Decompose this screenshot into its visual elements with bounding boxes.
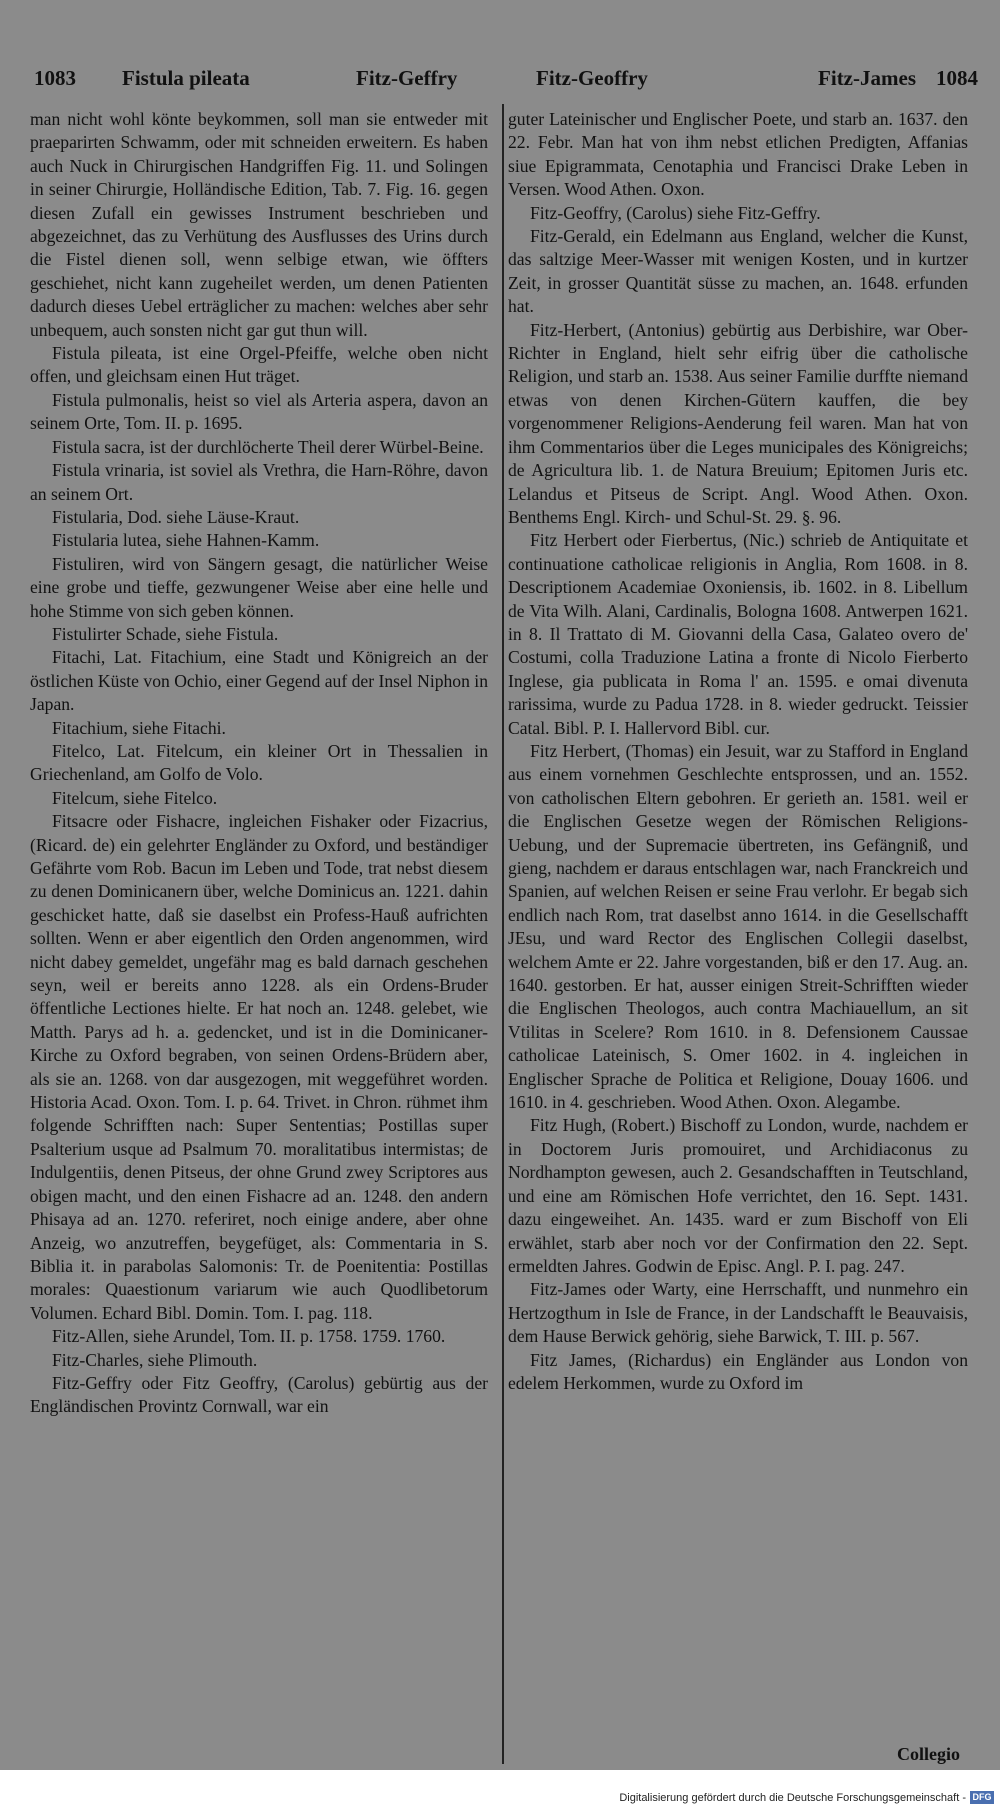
dictionary-entry: Fistula pulmonalis, heist so viel als Arteria aspera, davon an seinem Orte, Tom. II. p. 1695.	[30, 389, 488, 434]
dictionary-entry: Fitelcum, siehe Fitelco.	[52, 787, 218, 808]
dictionary-entry: Fistuliren, wird von Sängern gesagt, die natürlicher Weise eine grobe und tieffe, gezwungener Weise aber eine helle und hohe Stimme von sich geben können.	[30, 553, 488, 621]
dictionary-entry: Fitz James, (Richardus) ein Engländer aus London von edelem Herkommen, wurde zu Oxford im	[508, 1349, 968, 1393]
catchword-center-right: Fitz-Geoffry	[536, 66, 648, 90]
dfg-logo-icon: DFG	[970, 1791, 994, 1804]
running-title-right: Fitz-James	[818, 66, 916, 90]
dictionary-entry: Fitachium, siehe Fitachi.	[52, 717, 226, 738]
catchword-center-left: Fitz-Geffry	[356, 66, 458, 90]
dictionary-entry: Fitz-Allen, siehe Arundel, Tom. II. p. 1758. 1759. 1760.	[52, 1326, 446, 1347]
dictionary-entry: man nicht wohl könte beykommen, soll man sie entweder mit praeparirten Schwamm, oder mit schneiden erweitern. Es haben auch Nuck in Chirurgischen Handgriffen Fig. 11. und Solingen in seiner Chirurgie, Holländische Edition, Tab. 7. Fig. 16. gegen diesen Zufall ein gewisses Instrument beschrieben und abgezeichnet, das zu Verhütung des Ausflusses des Urins durch die Fistel dienen soll, wenn selbige etwan, wie öffters geschiehet, nicht kann zugeheilet werden, um denen Patienten dadurch dieses Uebel erträglicher zu machen: welches aber sehr unbequem, auch sonsten nicht gar gut thun will.	[30, 109, 488, 340]
right-column	[508, 108, 968, 1395]
dictionary-entry: Fitz-Geoffry, (Carolus) siehe Fitz-Geffry.	[530, 202, 821, 223]
footer-credit: Digitalisierung gefördert durch die Deutsche Forschungsgemeinschaft -	[619, 1792, 966, 1804]
dictionary-entry: Fitz-Herbert, (Antonius) gebürtig aus Derbishire, war Ober-Richter in England, hielt sehr eifrig über die catholische Religion, und starb an. 1538. Aus seiner Familie durffte niemand etwas von denen Kirchen-Gütern kauffen, die bey vorgenommener Religions-Aenderung feil waren. Man hat von ihm Commentarios über die Leges municipales des Königreichs; de Agricultura lib. 1. de Natura Breuium; Epitomen Juris etc. Lelandus et Pitseus de Script. Angl. Wood Athen. Oxon. Benthems Engl. Kirch- und Schul-St. 29. §. 96.	[508, 319, 968, 527]
page-number-left: 1083	[34, 66, 76, 90]
dictionary-entry: Fistula vrinaria, ist soviel als Vrethra, die Harn-Röhre, davon an seinem Ort.	[30, 460, 488, 504]
left-column	[30, 108, 488, 1419]
dictionary-entry: Fitz Hugh, (Robert.) Bischoff zu London, wurde, nachdem er in Doctorem Juris promouiret, und Archidiaconus zu Nordhampton gewesen, auch 2. Gesandschafften in Teutschland, und eine am Römischen Hofe verrichtet, den 16. Sept. 1431. dazu eingeweihet. An. 1435. ward er zum Bischoff von Eli erwählet, starb aber noch vor der Confirmation den 22. Sept. ermeldten Jahres. Godwin de Episc. Angl. P. I. pag. 247.	[508, 1115, 968, 1276]
dictionary-entry: guter Lateinischer und Englischer Poete, und starb an. 1637. den 22. Febr. Man hat von ihm nebst etlichen Predigten, Affanias siue Epigrammata, Cenotaphia und Francisci Drake Leben in Versen. Wood Athen. Oxon.	[508, 109, 968, 200]
dictionary-entry: Fistulirter Schade, siehe Fistula.	[52, 623, 279, 644]
dictionary-entry: Fistularia, Dod. siehe Läuse-Kraut.	[52, 506, 300, 527]
column-divider	[502, 104, 504, 1764]
catchword-bottom: Collegio	[897, 1744, 960, 1764]
running-title-left: Fistula pileata	[122, 66, 250, 90]
dictionary-entry: Fitz Herbert oder Fierbertus, (Nic.) schrieb de Antiquitate et continuatione catholicae religionis in Anglia, Rom 1608. in 8. Descriptionem Academiae Oxoniensis, ib. 1602. in 8. Libellum de Vita Wilh. Alani, Cardinalis, Bologna 1608. Antwerpen 1621. in 8. Il Trattato di M. Giovanni della Casa, Galateo overo de' Costumi, colla Traduzione Latina a fronte di Nicolo Fierberto Inglese, gia publicata in Roma l' an. 1595. e omai divenuta rarissima, wurde zu Padua 1728. in 8. wieder gedruckt. Teissier Catal. Bibl. P. I. Hallervord Bibl. cur.	[508, 530, 968, 738]
footer-bar	[0, 1770, 1000, 1809]
dictionary-entry: Fitelco, Lat. Fitelcum, ein kleiner Ort in Thessalien in Griechenland, am Golfo de Volo.	[30, 740, 488, 785]
dictionary-entry: Fitz-James oder Warty, eine Herrschafft, und nunmehro ein Hertzogthum in Isle de France, in der Landschafft le Beauvaisis, dem Hause Berwick gehörig, siehe Barwick, T. III. p. 567.	[508, 1279, 968, 1347]
dictionary-entry: Fitachi, Lat. Fitachium, eine Stadt und Königreich an der östlichen Küste von Ochio, einer Gegend auf der Insel Niphon in Japan.	[30, 647, 488, 715]
dictionary-entry: Fistularia lutea, siehe Hahnen-Kamm.	[52, 530, 320, 551]
dictionary-entry: Fistula pileata, ist eine Orgel-Pfeiffe, welche oben nicht offen, und gleichsam einen Hut träget.	[30, 343, 488, 387]
dictionary-entry: Fitz-Geffry oder Fitz Geoffry, (Carolus) gebürtig aus der Engländischen Provintz Cornwall, war ein	[30, 1372, 488, 1417]
dictionary-entry: Fistula sacra, ist der durchlöcherte Theil derer Würbel-Beine.	[52, 436, 484, 457]
page-number-right: 1084	[936, 66, 978, 90]
dictionary-entry: Fitz-Gerald, ein Edelmann aus England, welcher die Kunst, das saltzige Meer-Wasser mit wenigen Kosten, und in kurtzer Zeit, in grosser Quantität süsse zu machen, an. 1648. erfunden hat.	[508, 226, 968, 317]
dictionary-entry: Fitz Herbert, (Thomas) ein Jesuit, war zu Stafford in England aus einem vornehmen Geschlechte entsprossen, und an. 1552. von catholischen Eltern gebohren. Er gerieth an. 1581. weil er die Englischen Gesetze wegen der Römischen Religions-Uebung, und der Supremacie übertreten, ins Gefängniß, und gieng, nachdem er daraus entschlagen war, nach Franckreich und Spanien, auf welchen Reisen er seine Frau verlohr. Er begab sich endlich nach Rom, trat daselbst anno 1614. in die Gesellschafft JEsu, und ward Rector des Englischen Collegii daselbst, welchem Amte er 22. Jahre vorgestanden, biß er den 17. Aug. an. 1640. gestorben. Er hat, ausser einigen Streit-Schrifften wieder die Englischen Theologos, auch contra Machiauellum, an sit Vtilitas in Scelere? Rom 1610. in 8. Defensionem Caussae catholicae Lateinisch, S. Omer 1602. in 4. ingleichen in Englischer Sprache de Politica et Religione, Douay 1606. und 1610. in 4. geschrieben. Wood Athen. Oxon. Alegambe.	[508, 740, 968, 1113]
running-header	[28, 66, 978, 100]
dictionary-entry: Fitsacre oder Fishacre, ingleichen Fishaker oder Fizacrius, (Ricard. de) ein gelehrter Engländer zu Oxford, und beständiger Gefährte vom Rob. Bacun im Leben und Tode, trat nebst diesem zu denen Dominicanern über, welche Dominicus an. 1221. dahin geschicket hatte, daß sie daselbst ein Profess-Hauß aufrichten sollten. Wenn er aber eigentlich den Orden angenommen, wird nicht dabey gemeldet, ungefähr mag es bald darnach geschehen seyn, weil er bereits anno 1228. als ein Ordens-Bruder öffentliche Lectiones hielte. Er hat noch an. 1248. gelebet, wie Matth. Parys ad h. a. gedencket, und ist in die Dominicaner-Kirche zu Oxford begraben, von seinen Ordens-Brüdern aber, als sie an. 1268. von dar ausgezogen, mit weggeführet worden. Historia Acad. Oxon. Tom. I. p. 64. Trivet. in Chron. rühmet ihm folgende Schrifften nach: Super Sententias; Postillas super Psalterium usque ad Psalmum 70. moralitatibus intermistas; de Indulgentiis, denen Pitseus, der ohne Grund zwey Scriptores aus obigen macht, und den einen Fishacre ad an. 1248. den andern Phisaya ad an. 1270. referiret, noch einige andere, aber ohne Anzeig, wo anzutreffen, beygefüget, als: Commentaria in S. Biblia it. in parabolas Salomonis: Tr. de Poenitentia: Postillas morales: Quaestionum variarum wie auch Quodlibetorum Volumen. Echard Bibl. Domin. Tom. I. pag. 118.	[30, 811, 488, 1323]
dictionary-entry: Fitz-Charles, siehe Plimouth.	[52, 1349, 258, 1370]
